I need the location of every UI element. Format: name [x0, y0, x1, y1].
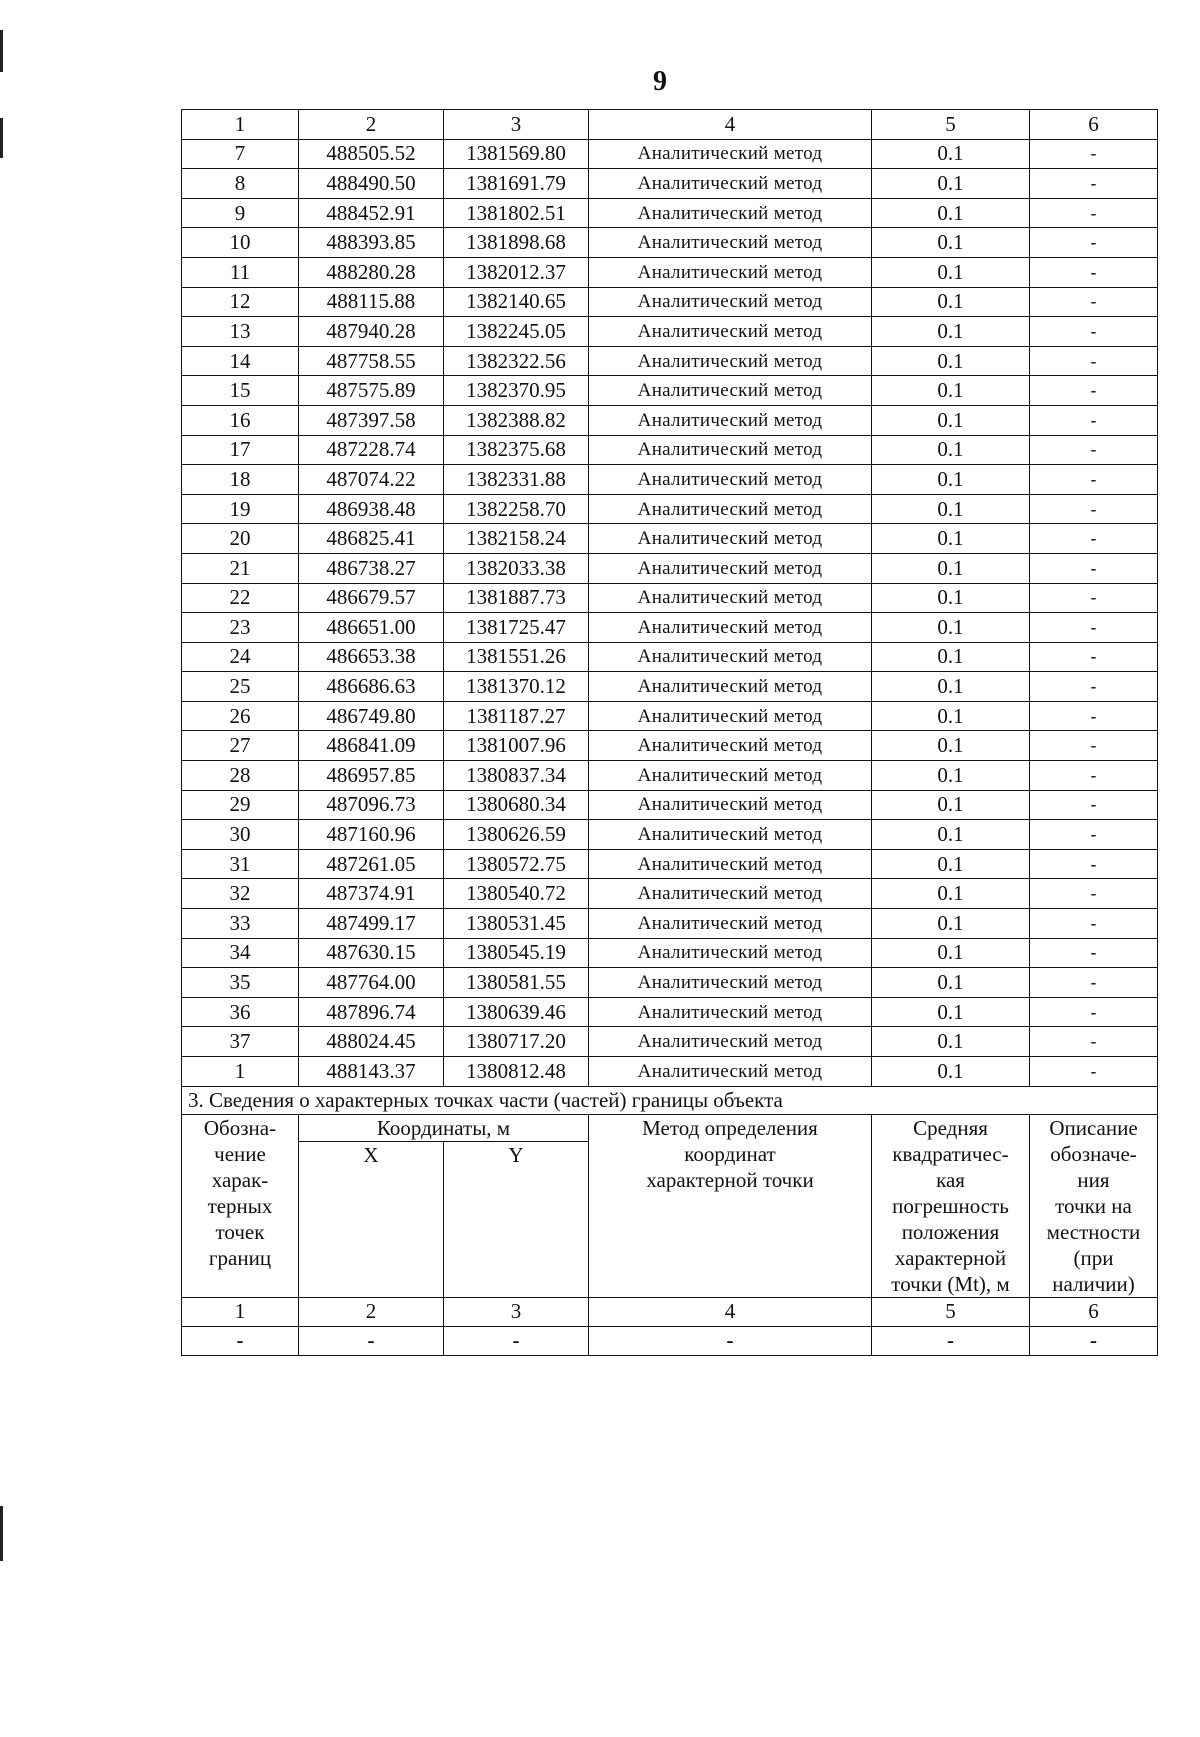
scan-edge-mark: [0, 118, 3, 158]
table-row: [182, 228, 1158, 258]
y-coordinate-cell: 1381187.27: [444, 701, 589, 731]
point-number-cell: 14: [182, 346, 299, 376]
table-row: [182, 849, 1158, 879]
table-row: [182, 938, 1158, 968]
table-row: [182, 169, 1158, 199]
column-number: 1: [182, 1297, 299, 1326]
column-number: 5: [872, 1297, 1030, 1326]
mt-cell: 0.1: [872, 139, 1030, 169]
method-cell: Аналитический метод: [589, 613, 872, 643]
method-cell: Аналитический метод: [589, 553, 872, 583]
x-coordinate-cell: 487499.17: [299, 909, 444, 939]
method-cell: Аналитический метод: [589, 938, 872, 968]
point-number-cell: 18: [182, 465, 299, 495]
y-coordinate-cell: 1382158.24: [444, 524, 589, 554]
x-coordinate-cell: 486957.85: [299, 761, 444, 791]
column-number: 5: [872, 110, 1030, 140]
empty-cell: -: [589, 1326, 872, 1355]
x-coordinate-cell: 486938.48: [299, 494, 444, 524]
table-row: [182, 524, 1158, 554]
table-row: [182, 909, 1158, 939]
description-cell: -: [1030, 346, 1158, 376]
y-coordinate-cell: 1380680.34: [444, 790, 589, 820]
point-number-cell: 19: [182, 494, 299, 524]
mt-cell: 0.1: [872, 435, 1030, 465]
y-coordinate-cell: 1381898.68: [444, 228, 589, 258]
y-coordinate-cell: 1380581.55: [444, 968, 589, 998]
x-coordinate-cell: 487074.22: [299, 465, 444, 495]
point-number-cell: 35: [182, 968, 299, 998]
y-coordinate-cell: 1382322.56: [444, 346, 589, 376]
y-coordinate-cell: 1382331.88: [444, 465, 589, 495]
table-row: [182, 346, 1158, 376]
x-coordinate-cell: 487896.74: [299, 997, 444, 1027]
coordinates-table-wrapper: [181, 109, 1157, 1356]
x-coordinate-cell: 487096.73: [299, 790, 444, 820]
point-number-cell: 24: [182, 642, 299, 672]
y-coordinate-cell: 1380837.34: [444, 761, 589, 791]
point-number-cell: 20: [182, 524, 299, 554]
method-cell: Аналитический метод: [589, 139, 872, 169]
x-coordinate-cell: 487160.96: [299, 820, 444, 850]
point-number-cell: 16: [182, 405, 299, 435]
description-cell: -: [1030, 287, 1158, 317]
x-coordinate-cell: 488393.85: [299, 228, 444, 258]
table-row: [182, 494, 1158, 524]
mt-cell: 0.1: [872, 465, 1030, 495]
method-cell: Аналитический метод: [589, 997, 872, 1027]
method-cell: Аналитический метод: [589, 435, 872, 465]
description-cell: -: [1030, 405, 1158, 435]
method-cell: Аналитический метод: [589, 524, 872, 554]
page-number: 9: [653, 66, 667, 97]
description-cell: -: [1030, 524, 1158, 554]
column-number: 3: [444, 110, 589, 140]
description-cell: -: [1030, 1027, 1158, 1057]
method-cell: Аналитический метод: [589, 672, 872, 702]
table-row: [182, 583, 1158, 613]
method-cell: Аналитический метод: [589, 169, 872, 199]
table-row: [182, 553, 1158, 583]
description-cell: -: [1030, 228, 1158, 258]
table-row: [182, 701, 1158, 731]
description-cell: -: [1030, 672, 1158, 702]
x-coordinate-cell: 487575.89: [299, 376, 444, 406]
description-cell: -: [1030, 583, 1158, 613]
mt-cell: 0.1: [872, 257, 1030, 287]
point-number-cell: 34: [182, 938, 299, 968]
description-cell: -: [1030, 701, 1158, 731]
point-number-cell: 13: [182, 317, 299, 347]
mt-cell: 0.1: [872, 376, 1030, 406]
method-cell: Аналитический метод: [589, 346, 872, 376]
mt-cell: 0.1: [872, 198, 1030, 228]
column-number: 2: [299, 110, 444, 140]
x-coordinate-cell: 488143.37: [299, 1057, 444, 1087]
mt-cell: 0.1: [872, 1057, 1030, 1087]
mt-cell: 0.1: [872, 169, 1030, 199]
method-cell: Аналитический метод: [589, 257, 872, 287]
y-coordinate-cell: 1381370.12: [444, 672, 589, 702]
mt-cell: 0.1: [872, 761, 1030, 791]
mt-cell: 0.1: [872, 553, 1030, 583]
mt-cell: 0.1: [872, 849, 1030, 879]
x-coordinate-cell: 487940.28: [299, 317, 444, 347]
method-cell: Аналитический метод: [589, 701, 872, 731]
method-cell: Аналитический метод: [589, 731, 872, 761]
header-method: Метод определения координат характерной точки: [589, 1114, 872, 1297]
header-mt: Средняя квадратичес- кая погрешность положения характерной точки (Mt), м: [872, 1114, 1030, 1297]
description-cell: -: [1030, 909, 1158, 939]
point-number-cell: 27: [182, 731, 299, 761]
description-cell: -: [1030, 997, 1158, 1027]
mt-cell: 0.1: [872, 968, 1030, 998]
point-number-cell: 23: [182, 613, 299, 643]
x-coordinate-cell: 487764.00: [299, 968, 444, 998]
method-cell: Аналитический метод: [589, 198, 872, 228]
method-cell: Аналитический метод: [589, 790, 872, 820]
mt-cell: 0.1: [872, 524, 1030, 554]
point-number-cell: 22: [182, 583, 299, 613]
description-cell: -: [1030, 465, 1158, 495]
method-cell: Аналитический метод: [589, 968, 872, 998]
description-cell: -: [1030, 731, 1158, 761]
description-cell: -: [1030, 435, 1158, 465]
column-number: 4: [589, 110, 872, 140]
method-cell: Аналитический метод: [589, 909, 872, 939]
table-row: [182, 139, 1158, 169]
y-coordinate-cell: 1380531.45: [444, 909, 589, 939]
column-number-row: [182, 110, 1158, 140]
y-coordinate-cell: 1380717.20: [444, 1027, 589, 1057]
header-designation: Обозна- чение харак- терных точек границ: [182, 1114, 299, 1297]
table-row: [182, 968, 1158, 998]
description-cell: -: [1030, 257, 1158, 287]
x-coordinate-cell: 488490.50: [299, 169, 444, 199]
point-number-cell: 31: [182, 849, 299, 879]
description-cell: -: [1030, 790, 1158, 820]
mt-cell: 0.1: [872, 790, 1030, 820]
method-cell: Аналитический метод: [589, 879, 872, 909]
main-table-body: [182, 110, 1158, 1087]
table-row: [182, 198, 1158, 228]
x-coordinate-cell: 486651.00: [299, 613, 444, 643]
table-row: [182, 1027, 1158, 1057]
description-cell: -: [1030, 139, 1158, 169]
empty-cell: -: [444, 1326, 589, 1355]
method-cell: Аналитический метод: [589, 317, 872, 347]
empty-cell: -: [872, 1326, 1030, 1355]
mt-cell: 0.1: [872, 879, 1030, 909]
mt-cell: 0.1: [872, 287, 1030, 317]
section3-header-row: [182, 1114, 1158, 1141]
method-cell: Аналитический метод: [589, 494, 872, 524]
point-number-cell: 7: [182, 139, 299, 169]
x-coordinate-cell: 486738.27: [299, 553, 444, 583]
mt-cell: 0.1: [872, 672, 1030, 702]
table-row: [182, 642, 1158, 672]
y-coordinate-cell: 1382388.82: [444, 405, 589, 435]
point-number-cell: 30: [182, 820, 299, 850]
table-row: [182, 761, 1158, 791]
mt-cell: 0.1: [872, 701, 1030, 731]
y-coordinate-cell: 1381802.51: [444, 198, 589, 228]
point-number-cell: 17: [182, 435, 299, 465]
x-coordinate-cell: 486749.80: [299, 701, 444, 731]
method-cell: Аналитический метод: [589, 583, 872, 613]
y-coordinate-cell: 1382370.95: [444, 376, 589, 406]
description-cell: -: [1030, 1057, 1158, 1087]
mt-cell: 0.1: [872, 583, 1030, 613]
description-cell: -: [1030, 169, 1158, 199]
description-cell: -: [1030, 879, 1158, 909]
point-number-cell: 29: [182, 790, 299, 820]
point-number-cell: 21: [182, 553, 299, 583]
mt-cell: 0.1: [872, 317, 1030, 347]
description-cell: -: [1030, 820, 1158, 850]
description-cell: -: [1030, 553, 1158, 583]
table-row: [182, 672, 1158, 702]
mt-cell: 0.1: [872, 642, 1030, 672]
point-number-cell: 36: [182, 997, 299, 1027]
table-row: [182, 997, 1158, 1027]
point-number-cell: 12: [182, 287, 299, 317]
y-coordinate-cell: 1380540.72: [444, 879, 589, 909]
mt-cell: 0.1: [872, 613, 1030, 643]
column-number: 6: [1030, 110, 1158, 140]
point-number-cell: 37: [182, 1027, 299, 1057]
mt-cell: 0.1: [872, 938, 1030, 968]
mt-cell: 0.1: [872, 1027, 1030, 1057]
x-coordinate-cell: 486653.38: [299, 642, 444, 672]
x-coordinate-cell: 487630.15: [299, 938, 444, 968]
header-coordinates: Координаты, м: [299, 1114, 589, 1141]
y-coordinate-cell: 1382140.65: [444, 287, 589, 317]
table-row: [182, 405, 1158, 435]
method-cell: Аналитический метод: [589, 642, 872, 672]
empty-cell: -: [299, 1326, 444, 1355]
point-number-cell: 1: [182, 1057, 299, 1087]
description-cell: -: [1030, 968, 1158, 998]
x-coordinate-cell: 488505.52: [299, 139, 444, 169]
description-cell: -: [1030, 642, 1158, 672]
column-number: 3: [444, 1297, 589, 1326]
y-coordinate-cell: 1381887.73: [444, 583, 589, 613]
mt-cell: 0.1: [872, 909, 1030, 939]
column-number: 1: [182, 110, 299, 140]
empty-cell: -: [1030, 1326, 1158, 1355]
y-coordinate-cell: 1382033.38: [444, 553, 589, 583]
y-coordinate-cell: 1381569.80: [444, 139, 589, 169]
header-x: X: [299, 1142, 444, 1298]
point-number-cell: 9: [182, 198, 299, 228]
point-number-cell: 10: [182, 228, 299, 258]
description-cell: -: [1030, 849, 1158, 879]
section3-title-row: [182, 1086, 1158, 1114]
section3-title: 3. Сведения о характерных точках части (частей) границы объекта: [182, 1086, 1158, 1114]
table-row: [182, 790, 1158, 820]
method-cell: Аналитический метод: [589, 820, 872, 850]
method-cell: Аналитический метод: [589, 287, 872, 317]
x-coordinate-cell: 488115.88: [299, 287, 444, 317]
point-number-cell: 33: [182, 909, 299, 939]
description-cell: -: [1030, 317, 1158, 347]
table-row: [182, 435, 1158, 465]
point-number-cell: 26: [182, 701, 299, 731]
x-coordinate-cell: 487758.55: [299, 346, 444, 376]
section3-empty-row: [182, 1326, 1158, 1355]
method-cell: Аналитический метод: [589, 465, 872, 495]
y-coordinate-cell: 1382012.37: [444, 257, 589, 287]
description-cell: -: [1030, 198, 1158, 228]
table-row: [182, 879, 1158, 909]
method-cell: Аналитический метод: [589, 1057, 872, 1087]
header-description: Описание обозначе- ния точки на местности (при наличии): [1030, 1114, 1158, 1297]
y-coordinate-cell: 1381691.79: [444, 169, 589, 199]
y-coordinate-cell: 1381551.26: [444, 642, 589, 672]
scan-edge-mark: [0, 1506, 3, 1561]
column-number: 6: [1030, 1297, 1158, 1326]
section3-column-number-row: [182, 1297, 1158, 1326]
x-coordinate-cell: 488024.45: [299, 1027, 444, 1057]
x-coordinate-cell: 486841.09: [299, 731, 444, 761]
y-coordinate-cell: 1380572.75: [444, 849, 589, 879]
mt-cell: 0.1: [872, 405, 1030, 435]
description-cell: -: [1030, 376, 1158, 406]
y-coordinate-cell: 1380812.48: [444, 1057, 589, 1087]
y-coordinate-cell: 1382245.05: [444, 317, 589, 347]
coordinates-table: [181, 109, 1158, 1356]
mt-cell: 0.1: [872, 820, 1030, 850]
description-cell: -: [1030, 938, 1158, 968]
y-coordinate-cell: 1381007.96: [444, 731, 589, 761]
point-number-cell: 28: [182, 761, 299, 791]
section3-body: [182, 1086, 1158, 1355]
x-coordinate-cell: 487374.91: [299, 879, 444, 909]
point-number-cell: 11: [182, 257, 299, 287]
column-number: 4: [589, 1297, 872, 1326]
description-cell: -: [1030, 613, 1158, 643]
column-number: 2: [299, 1297, 444, 1326]
method-cell: Аналитический метод: [589, 228, 872, 258]
y-coordinate-cell: 1380626.59: [444, 820, 589, 850]
method-cell: Аналитический метод: [589, 849, 872, 879]
mt-cell: 0.1: [872, 346, 1030, 376]
table-row: [182, 613, 1158, 643]
method-cell: Аналитический метод: [589, 376, 872, 406]
mt-cell: 0.1: [872, 731, 1030, 761]
table-row: [182, 287, 1158, 317]
y-coordinate-cell: 1380639.46: [444, 997, 589, 1027]
table-row: [182, 317, 1158, 347]
empty-cell: -: [182, 1326, 299, 1355]
y-coordinate-cell: 1380545.19: [444, 938, 589, 968]
point-number-cell: 32: [182, 879, 299, 909]
y-coordinate-cell: 1382375.68: [444, 435, 589, 465]
method-cell: Аналитический метод: [589, 405, 872, 435]
x-coordinate-cell: 486686.63: [299, 672, 444, 702]
table-row: [182, 731, 1158, 761]
x-coordinate-cell: 487228.74: [299, 435, 444, 465]
mt-cell: 0.1: [872, 997, 1030, 1027]
x-coordinate-cell: 486825.41: [299, 524, 444, 554]
header-y: Y: [444, 1142, 589, 1298]
x-coordinate-cell: 486679.57: [299, 583, 444, 613]
method-cell: Аналитический метод: [589, 761, 872, 791]
table-row: [182, 376, 1158, 406]
mt-cell: 0.1: [872, 494, 1030, 524]
method-cell: Аналитический метод: [589, 1027, 872, 1057]
point-number-cell: 8: [182, 169, 299, 199]
x-coordinate-cell: 488280.28: [299, 257, 444, 287]
x-coordinate-cell: 487261.05: [299, 849, 444, 879]
description-cell: -: [1030, 761, 1158, 791]
y-coordinate-cell: 1382258.70: [444, 494, 589, 524]
mt-cell: 0.1: [872, 228, 1030, 258]
y-coordinate-cell: 1381725.47: [444, 613, 589, 643]
x-coordinate-cell: 488452.91: [299, 198, 444, 228]
point-number-cell: 15: [182, 376, 299, 406]
table-row: [182, 1057, 1158, 1087]
table-row: [182, 820, 1158, 850]
table-row: [182, 465, 1158, 495]
x-coordinate-cell: 487397.58: [299, 405, 444, 435]
description-cell: -: [1030, 494, 1158, 524]
point-number-cell: 25: [182, 672, 299, 702]
table-row: [182, 257, 1158, 287]
